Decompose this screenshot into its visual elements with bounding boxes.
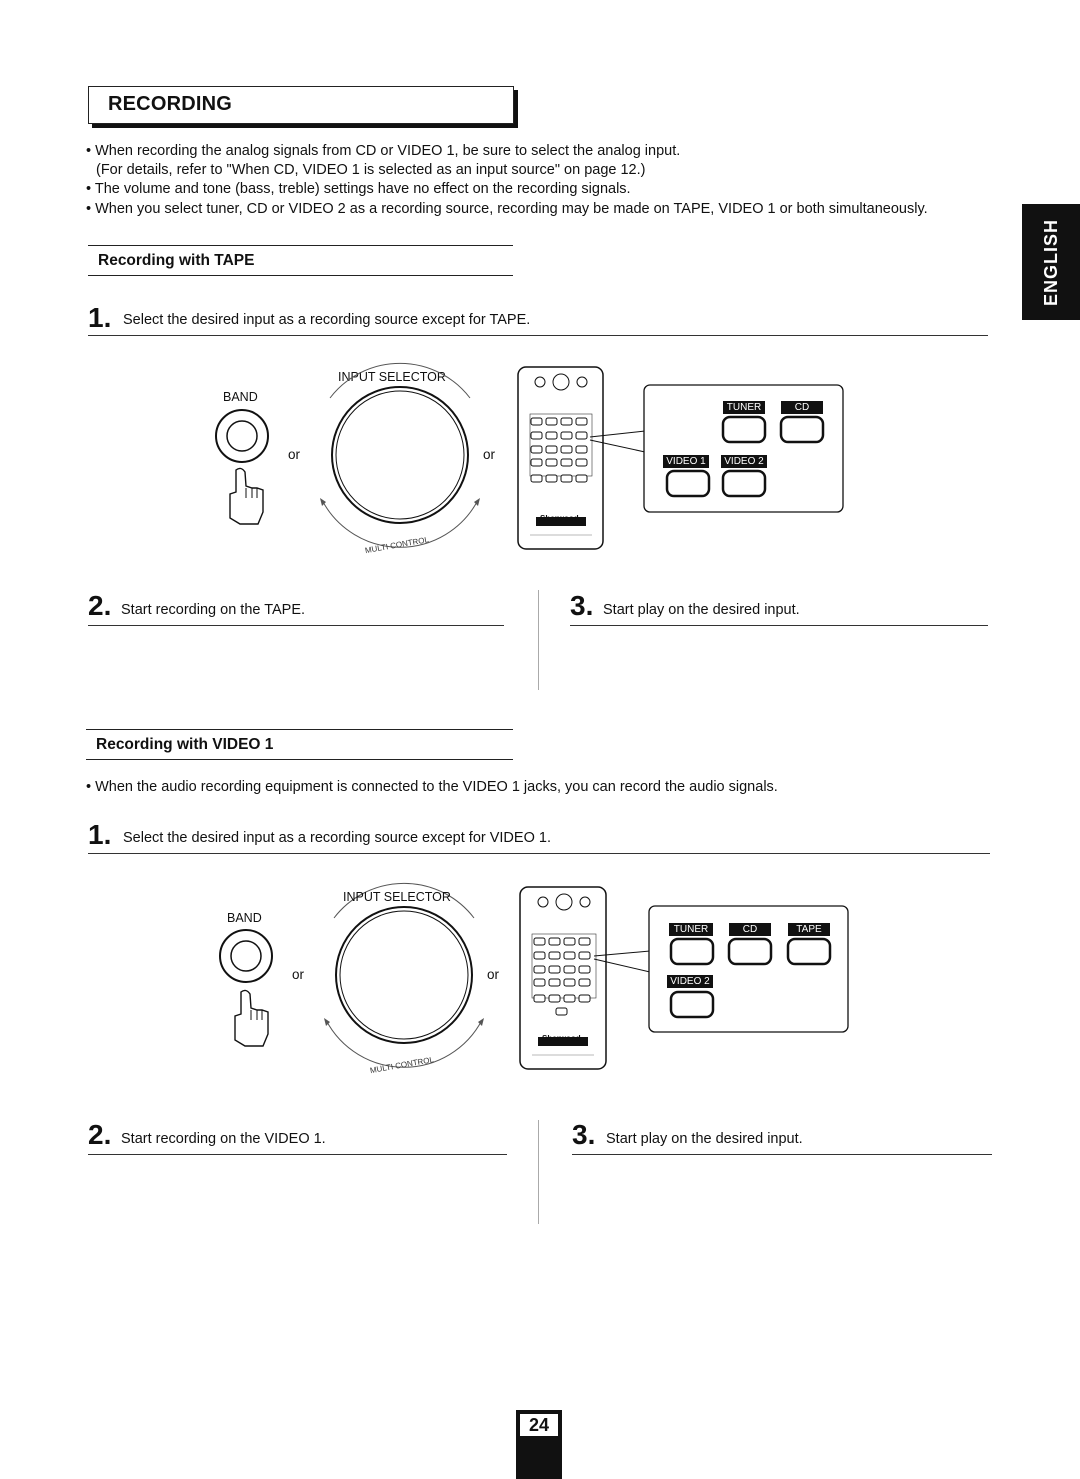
video1-button-label: VIDEO 1 <box>663 455 709 468</box>
hand-pointer-icon <box>235 990 268 1046</box>
hand-pointer-icon <box>230 468 263 524</box>
tape-step2-text: Start recording on the TAPE. <box>121 602 306 618</box>
video-step1-number: 1. <box>88 819 112 850</box>
video-step1-text: Select the desired input as a recording source except for VIDEO 1. <box>123 830 551 846</box>
cd-button-label: CD <box>781 401 823 414</box>
video-step3-rule <box>572 1154 992 1155</box>
remote-brand-label: Sherwood <box>542 1034 581 1043</box>
video-step1-rule <box>88 853 990 854</box>
tape-step3-rule <box>570 625 988 626</box>
page-number: 24 <box>520 1414 558 1436</box>
video-or-label-2: or <box>487 967 500 982</box>
tuner-button-label: TUNER <box>669 923 713 936</box>
tape-column-divider <box>538 590 539 690</box>
video-multi-control-label: MULTI CONTROL <box>369 1055 435 1076</box>
cd-button-label: CD <box>729 923 771 936</box>
video-step2-text: Start recording on the VIDEO 1. <box>121 1131 326 1147</box>
tape-step2-rule <box>88 625 504 626</box>
page-title: RECORDING <box>108 93 233 115</box>
video-input-selector-label: INPUT SELECTOR <box>343 890 451 904</box>
tape-step2-number: 2. <box>88 590 112 621</box>
video2-button-label: VIDEO 2 <box>667 975 713 988</box>
video-band-label: BAND <box>227 911 262 925</box>
page-number-tab <box>516 1410 562 1479</box>
tape-band-label: BAND <box>223 390 258 404</box>
tape-step1-text: Select the desired input as a recording source except for TAPE. <box>123 312 531 328</box>
video-step3-number: 3. <box>572 1119 596 1150</box>
tape-step1-number: 1. <box>88 302 112 333</box>
input-selector-dial-icon <box>320 363 480 547</box>
intro-bullet-1-note: (For details, refer to "When CD, VIDEO 1 is selected as an input source" on page 12.) <box>96 162 646 178</box>
tape-multi-control-label: MULTI CONTROL <box>364 535 430 556</box>
video-step2-rule <box>88 1154 507 1155</box>
intro-bullet-2: • The volume and tone (bass, treble) settings have no effect on the recording signals. <box>86 181 631 197</box>
band-knob-icon <box>220 930 272 982</box>
intro-bullet-3: • When you select tuner, CD or VIDEO 2 as a recording source, recording may be made on TAPE, VIDEO 1 or both simultaneously. <box>86 201 928 217</box>
video-step2-number: 2. <box>88 1119 112 1150</box>
tape-step3-number: 3. <box>570 590 594 621</box>
tuner-button-label: TUNER <box>723 401 765 414</box>
tape-or-label-1: or <box>288 447 301 462</box>
section-heading-video1: Recording with VIDEO 1 <box>86 729 513 760</box>
video-column-divider <box>538 1120 539 1224</box>
tape-step3-text: Start play on the desired input. <box>603 602 800 618</box>
input-selector-dial-icon <box>324 883 484 1067</box>
tape-input-selector-label: INPUT SELECTOR <box>338 370 446 384</box>
band-knob-icon <box>216 410 268 462</box>
video-step3-text: Start play on the desired input. <box>606 1131 803 1147</box>
remote-brand-label: Sherwood <box>540 514 579 523</box>
video2-button-label: VIDEO 2 <box>721 455 767 468</box>
intro-bullet-1: • When recording the analog signals from CD or VIDEO 1, be sure to select the analog input. <box>86 143 681 159</box>
tape-button-label: TAPE <box>788 923 830 936</box>
language-tab-label: ENGLISH <box>1040 218 1061 306</box>
video-or-label-1: or <box>292 967 305 982</box>
video-bullet: • When the audio recording equipment is connected to the VIDEO 1 jacks, you can record the audio signals. <box>86 779 778 795</box>
tape-or-label-2: or <box>483 447 496 462</box>
section-heading-tape: Recording with TAPE <box>88 245 513 276</box>
